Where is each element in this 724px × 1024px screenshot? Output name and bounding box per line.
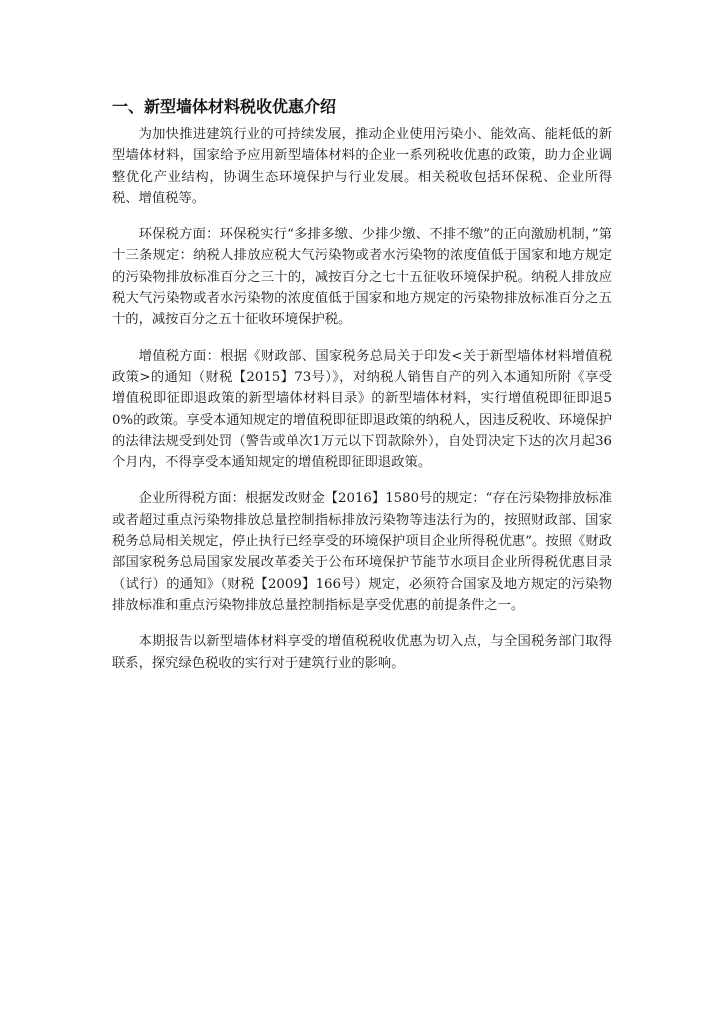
corporate-income-tax-paragraph: 企业所得税方面：根据发改财金【2016】1580号的规定：“存在污染物排放标准或者超过重点污染物排放总量控制指标排放污染物等违法行为的，按照财政部、国家税务总局相关规定，停止执行已经享受的环境保护项目企业所得税优惠”。按照《财政部国家税务总局国家发展改革委关于公布环境保护节能节水项目企业所得税优惠目录（试行）的通知》（财税【2009】166号）规定，必须符合国家及地方规定的污染物排放标准和重点污染物排放总量控制指标是享受优惠的前提条件之一。 <box>112 491 612 613</box>
section-heading: 一、新型墙体材料税收优惠介绍 <box>112 97 337 116</box>
report-scope-paragraph: 本期报告以新型墙体材料享受的增值税税收优惠为切入点，与全国税务部门取得联系，探究绿色税收的实行对于建筑行业的影响。 <box>112 634 612 671</box>
document-page <box>112 96 612 689</box>
environmental-tax-paragraph: 环保税方面：环保税实行“多排多缴、少排少缴、不排不缴”的正向激励机制，”第十三条规定：纳税人排放应税大气污染物或者水污染物的浓度值低于国家和地方规定的污染物排放标准百分之三十的，减按百分之七十五征收环境保护税。纳税人排放应税大气污染物或者水污染物的浓度值低于国家和地方规定的污染物排放标准百分之五十的，减按百分之五十征收环境保护税。 <box>112 227 612 328</box>
vat-paragraph: 增值税方面：根据《财政部、国家税务总局关于印发<关于新型墙体材料增值税政策>的通知（财税【2015】73号）》，对纳税人销售自产的列入本通知所附《享受增值税即征即退政策的新型墙体材料目录》的新型墙体材料，实行增值税即征即退50%的政策。享受本通知规定的增值税即征即退政策的纳税人，因违反税收、环境保护的法律法规受到处罚（警告或单次1万元以下罚款除外），自处罚决定下达的次月起36个月内，不得享受本通知规定的增值税即征即退政策。 <box>112 348 612 471</box>
intro-paragraph: 为加快推进建筑行业的可持续发展，推动企业使用污染小、能效高、能耗低的新型墙体材料，国家给予应用新型墙体材料的企业一系列税收优惠的政策，助力企业调整优化产业结构，协调生态环境保护与行业发展。相关税收包括环保税、企业所得税、增值税等。 <box>112 127 612 206</box>
